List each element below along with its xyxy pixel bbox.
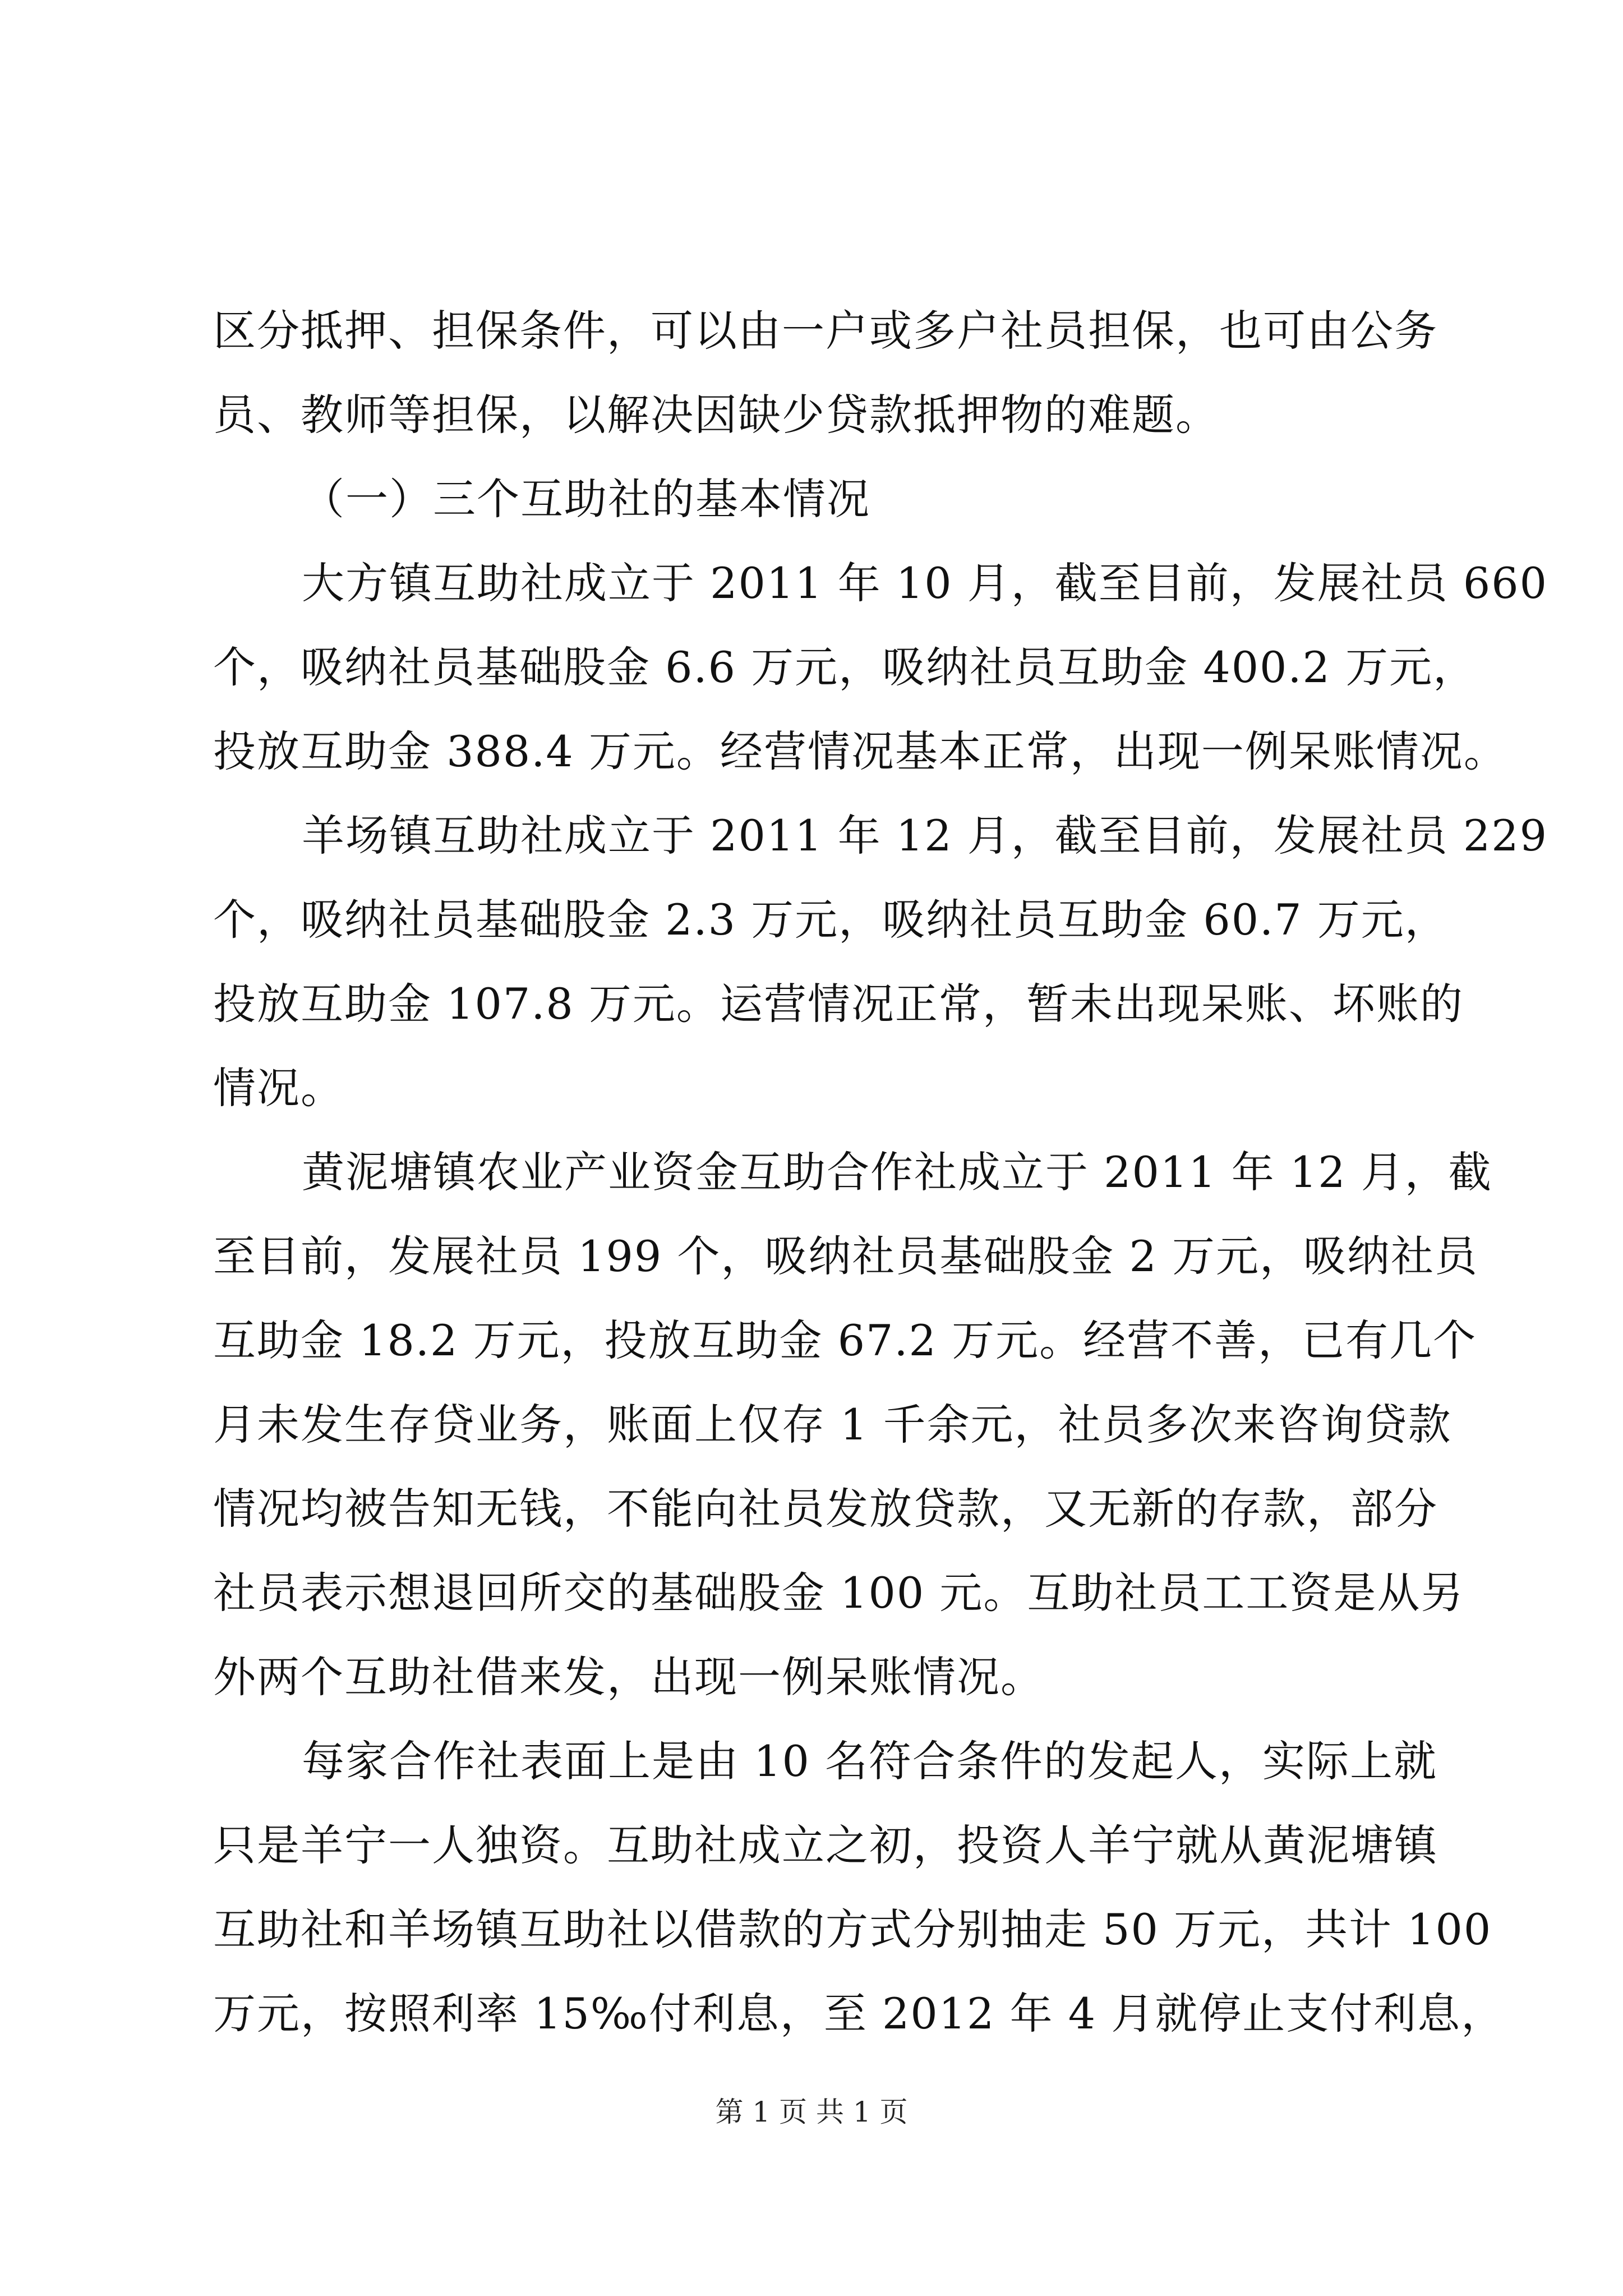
text-line-10: 情况。 [213, 1063, 344, 1113]
text-line-18: 每家合作社表面上是由 10 名符合条件的发起人，实际上就 [302, 1736, 1438, 1786]
text-line-12: 至目前，发展社员 199 个，吸纳社员基础股金 2 万元，吸纳社员 [213, 1231, 1479, 1281]
text-line-9: 投放互助金 107.8 万元。运营情况正常，暂未出现呆账、坏账的 [213, 979, 1464, 1029]
text-line-20: 互助社和羊场镇互助社以借款的方式分别抽走 50 万元，共计 100 [213, 1904, 1492, 1954]
text-line-7: 羊场镇互助社成立于 2011 年 12 月，截至目前，发展社员 229 [302, 811, 1548, 861]
text-line-15: 情况均被告知无钱，不能向社员发放贷款，又无新的存款，部分 [213, 1484, 1438, 1534]
section-heading: （一）三个互助社的基本情况 [302, 474, 870, 524]
text-line-5: 个，吸纳社员基础股金 6.6 万元，吸纳社员互助金 400.2 万元， [213, 642, 1477, 692]
text-line-8: 个，吸纳社员基础股金 2.3 万元，吸纳社员互助金 60.7 万元， [213, 895, 1449, 945]
text-line-17: 外两个互助社借来发，出现一例呆账情况。 [213, 1652, 1044, 1702]
text-line-19: 只是羊宁一人独资。互助社成立之初，投资人羊宁就从黄泥塘镇 [213, 1820, 1438, 1870]
text-line-1: 区分抵押、担保条件，可以由一户或多户社员担保，也可由公务 [213, 306, 1438, 356]
text-line-6: 投放互助金 388.4 万元。经营情况基本正常，出现一例呆账情况。 [213, 726, 1507, 776]
text-line-13: 互助金 18.2 万元，投放互助金 67.2 万元。经营不善，已有几个 [213, 1315, 1477, 1365]
text-line-14: 月未发生存贷业务，账面上仅存 1 千余元，社员多次来咨询贷款 [213, 1400, 1452, 1450]
text-line-2: 员、教师等担保，以解决因缺少贷款抵押物的难题。 [213, 390, 1219, 440]
text-line-4: 大方镇互助社成立于 2011 年 10 月，截至目前，发展社员 660 [302, 558, 1548, 608]
text-line-16: 社员表示想退回所交的基础股金 100 元。互助社员工工资是从另 [213, 1568, 1465, 1618]
page-footer: 第 1 页 共 1 页 [715, 2096, 908, 2128]
text-line-11: 黄泥塘镇农业产业资金互助合作社成立于 2011 年 12 月，截 [302, 1147, 1492, 1197]
text-line-21: 万元，按照利率 15‰付利息，至 2012 年 4 月就停止支付利息， [213, 1989, 1505, 2039]
